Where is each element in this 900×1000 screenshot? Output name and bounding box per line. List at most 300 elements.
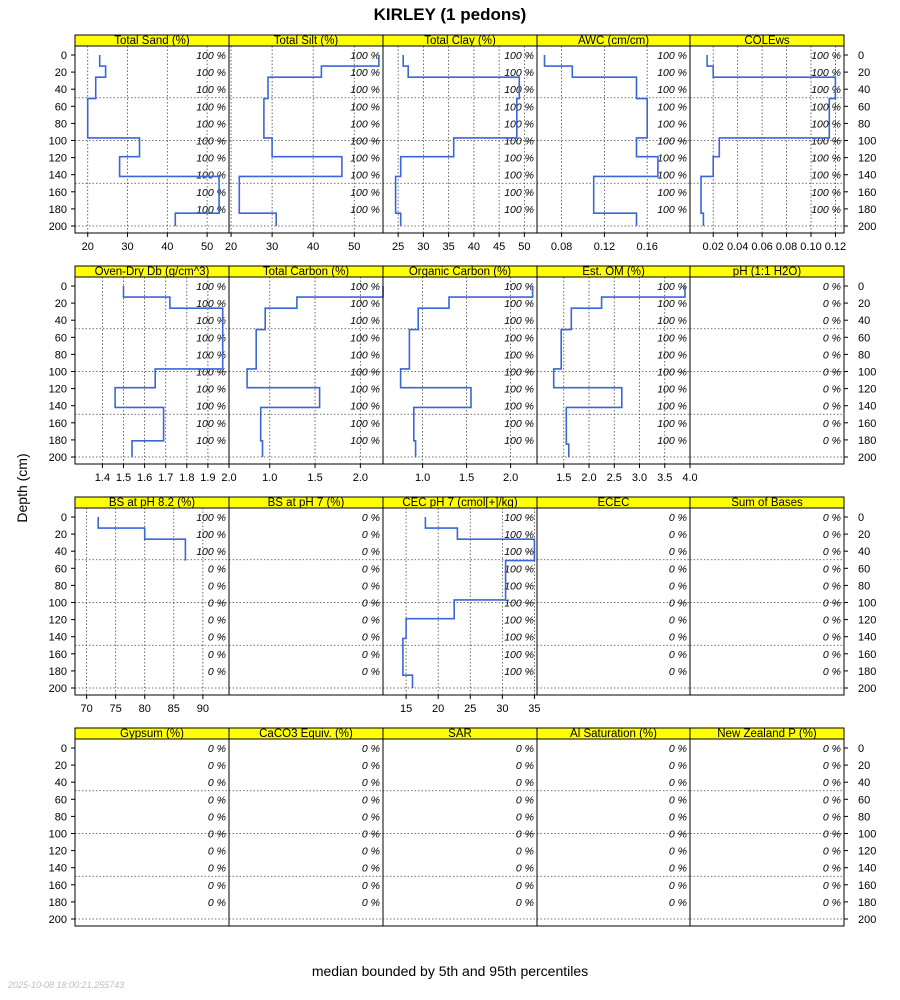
y-tick-label-right: 180 xyxy=(858,665,877,678)
y-tick-label-left: 40 xyxy=(54,315,67,328)
percent-label: 100 % xyxy=(504,186,534,199)
x-tick-label: 50 xyxy=(518,241,531,253)
x-tick-label: 30 xyxy=(121,241,134,253)
y-tick-label-right: 80 xyxy=(858,118,871,131)
x-tick-label: 85 xyxy=(167,703,180,715)
x-tick-label: 1.7 xyxy=(158,472,174,484)
x-tick-label: 70 xyxy=(80,703,93,715)
percent-label: 0 % xyxy=(515,760,534,773)
x-tick-label: 45 xyxy=(493,241,506,253)
percent-label: 100 % xyxy=(657,366,687,379)
percent-label: 100 % xyxy=(196,67,226,80)
percent-label: 0 % xyxy=(822,434,841,447)
y-tick-label-right: 160 xyxy=(858,879,877,892)
x-tick-label: 2.0 xyxy=(502,472,519,484)
percent-label: 100 % xyxy=(504,67,534,80)
x-tick-label: 80 xyxy=(138,703,151,715)
percent-label: 0 % xyxy=(822,896,841,909)
y-tick-label-right: 20 xyxy=(858,760,871,773)
percent-label: 0 % xyxy=(207,648,226,661)
percent-label: 100 % xyxy=(504,400,534,413)
percent-label: 0 % xyxy=(361,631,380,644)
y-tick-label-right: 80 xyxy=(858,349,871,362)
y-tick-label-right: 180 xyxy=(858,434,877,447)
y-tick-label-right: 40 xyxy=(858,84,871,97)
percent-label: 0 % xyxy=(361,845,380,858)
y-tick-label-left: 120 xyxy=(48,383,67,396)
y-tick-label-right: 100 xyxy=(858,366,877,379)
percent-label: 100 % xyxy=(811,203,841,216)
x-tick-label: 30 xyxy=(496,703,509,715)
percent-label: 100 % xyxy=(350,281,380,293)
percent-label: 100 % xyxy=(504,315,534,328)
percent-label: 0 % xyxy=(668,828,687,841)
percent-label: 0 % xyxy=(515,777,534,790)
percent-label: 0 % xyxy=(822,777,841,790)
percent-label: 100 % xyxy=(350,118,380,131)
percent-label: 0 % xyxy=(822,631,841,644)
x-tick-label: 0.10 xyxy=(800,241,822,253)
y-tick-label-left: 160 xyxy=(48,648,67,661)
y-tick-label-right: 40 xyxy=(858,546,871,559)
percent-label: 0 % xyxy=(668,648,687,661)
x-tick-label: 35 xyxy=(528,703,541,715)
percent-label: 0 % xyxy=(361,580,380,593)
percent-label: 100 % xyxy=(350,135,380,148)
x-tick-label: 20 xyxy=(81,241,94,253)
y-tick-label-right: 120 xyxy=(858,383,877,396)
percent-label: 100 % xyxy=(196,349,226,362)
percent-label: 0 % xyxy=(668,845,687,858)
percent-label: 100 % xyxy=(350,50,380,62)
percent-label: 100 % xyxy=(350,383,380,396)
percent-label: 100 % xyxy=(350,67,380,80)
percent-label: 100 % xyxy=(196,118,226,131)
percent-label: 0 % xyxy=(515,828,534,841)
percent-label: 100 % xyxy=(504,529,534,542)
y-tick-label-left: 200 xyxy=(48,452,67,464)
percent-label: 0 % xyxy=(207,760,226,773)
percent-label: 100 % xyxy=(657,315,687,328)
percent-label: 100 % xyxy=(504,546,534,559)
y-tick-label-right: 100 xyxy=(858,828,877,841)
percent-label: 100 % xyxy=(196,315,226,328)
percent-label: 0 % xyxy=(515,862,534,875)
y-tick-label-right: 60 xyxy=(858,101,871,114)
x-tick-label: 50 xyxy=(348,241,361,253)
y-tick-label-left: 20 xyxy=(54,760,67,773)
percent-label: 0 % xyxy=(822,828,841,841)
percent-label: 0 % xyxy=(822,400,841,413)
percent-label: 0 % xyxy=(668,546,687,559)
x-tick-label: 30 xyxy=(265,241,279,253)
y-tick-label-left: 140 xyxy=(48,862,67,875)
y-tick-label-left: 100 xyxy=(48,366,67,379)
percent-label: 0 % xyxy=(207,631,226,644)
y-tick-label-right: 200 xyxy=(858,914,877,926)
percent-label: 0 % xyxy=(361,760,380,773)
percent-label: 100 % xyxy=(811,169,841,182)
percent-label: 0 % xyxy=(668,614,687,627)
percent-label: 100 % xyxy=(504,298,534,311)
percent-label: 0 % xyxy=(822,315,841,328)
percent-label: 0 % xyxy=(361,597,380,610)
percent-label: 100 % xyxy=(196,84,226,97)
y-tick-label-left: 40 xyxy=(54,84,67,97)
percent-label: 100 % xyxy=(657,169,687,182)
y-tick-label-left: 100 xyxy=(48,135,67,148)
panel-title: CEC pH 7 (cmol[+]/kg) xyxy=(402,497,518,509)
y-tick-label-left: 0 xyxy=(60,50,67,62)
percent-label: 100 % xyxy=(504,101,534,114)
percent-label: 100 % xyxy=(196,50,226,62)
x-tick-label: 0.16 xyxy=(636,241,658,253)
x-tick-label: 40 xyxy=(307,241,320,253)
y-tick-label-left: 20 xyxy=(54,529,67,542)
panel-frame xyxy=(690,508,844,695)
x-tick-label: 3.5 xyxy=(657,472,673,484)
y-tick-label-left: 200 xyxy=(48,914,67,926)
percent-label: 0 % xyxy=(822,298,841,311)
panel-title: Total Silt (%) xyxy=(273,35,339,47)
percent-label: 0 % xyxy=(207,580,226,593)
panel-title: Al Saturation (%) xyxy=(570,728,657,740)
x-tick-label: 1.5 xyxy=(307,472,323,484)
panel-frame xyxy=(690,277,844,464)
percent-label: 0 % xyxy=(822,529,841,542)
percent-label: 0 % xyxy=(515,794,534,807)
percent-label: 100 % xyxy=(350,434,380,447)
y-tick-label-left: 140 xyxy=(48,169,67,182)
y-tick-label-left: 40 xyxy=(54,546,67,559)
percent-label: 100 % xyxy=(504,417,534,430)
y-tick-label-left: 60 xyxy=(54,794,67,807)
percent-label: 100 % xyxy=(504,597,534,610)
percent-label: 100 % xyxy=(504,631,534,644)
percent-label: 100 % xyxy=(504,614,534,627)
percent-label: 100 % xyxy=(811,135,841,148)
percent-label: 100 % xyxy=(811,84,841,97)
y-tick-label-right: 140 xyxy=(858,862,877,875)
y-tick-label-right: 0 xyxy=(858,281,865,293)
y-tick-label-left: 40 xyxy=(54,777,67,790)
percent-label: 0 % xyxy=(207,896,226,909)
panel-title: Organic Carbon (%) xyxy=(408,266,512,278)
percent-label: 0 % xyxy=(207,743,226,755)
y-tick-label-left: 180 xyxy=(48,665,67,678)
y-tick-label-left: 120 xyxy=(48,152,67,165)
percent-label: 100 % xyxy=(657,84,687,97)
percent-label: 100 % xyxy=(196,529,226,542)
percent-label: 0 % xyxy=(822,879,841,892)
percent-label: 0 % xyxy=(668,631,687,644)
percent-label: 100 % xyxy=(811,118,841,131)
percent-label: 0 % xyxy=(822,512,841,524)
x-tick-label: 0.04 xyxy=(726,241,749,253)
percent-label: 100 % xyxy=(504,366,534,379)
percent-label: 100 % xyxy=(196,298,226,311)
percent-label: 100 % xyxy=(504,383,534,396)
percent-label: 0 % xyxy=(668,760,687,773)
percent-label: 100 % xyxy=(196,417,226,430)
percent-label: 100 % xyxy=(504,580,534,593)
percent-label: 100 % xyxy=(196,135,226,148)
percent-label: 0 % xyxy=(822,417,841,430)
x-tick-label: 2.0 xyxy=(581,472,597,484)
percent-label: 100 % xyxy=(196,512,226,524)
percent-label: 0 % xyxy=(207,614,226,627)
percent-label: 100 % xyxy=(811,67,841,80)
percent-label: 100 % xyxy=(504,50,534,62)
y-tick-label-left: 0 xyxy=(60,512,67,524)
percent-label: 100 % xyxy=(196,546,226,559)
percent-label: 0 % xyxy=(361,862,380,875)
y-tick-label-left: 80 xyxy=(54,811,67,824)
y-tick-label-left: 100 xyxy=(48,597,67,610)
percent-label: 0 % xyxy=(361,648,380,661)
percent-label: 0 % xyxy=(361,896,380,909)
panel-title: Gypsum (%) xyxy=(120,728,184,740)
percent-label: 0 % xyxy=(515,811,534,824)
percent-label: 100 % xyxy=(504,434,534,447)
y-axis-label: Depth (cm) xyxy=(14,453,30,523)
chart-title: KIRLEY (1 pedons) xyxy=(373,5,527,24)
percent-label: 0 % xyxy=(207,862,226,875)
y-tick-label-left: 20 xyxy=(54,67,67,80)
percent-label: 0 % xyxy=(361,665,380,678)
percent-label: 100 % xyxy=(657,434,687,447)
percent-label: 100 % xyxy=(196,332,226,345)
percent-label: 0 % xyxy=(822,597,841,610)
percent-label: 0 % xyxy=(822,580,841,593)
percent-label: 0 % xyxy=(361,879,380,892)
x-tick-label: 4.0 xyxy=(682,472,698,484)
x-tick-label: 0.12 xyxy=(593,241,616,253)
percent-label: 100 % xyxy=(504,665,534,678)
y-tick-label-right: 0 xyxy=(858,50,865,62)
y-tick-label-left: 0 xyxy=(60,281,67,293)
percent-label: 0 % xyxy=(822,383,841,396)
x-tick-label: 1.5 xyxy=(458,472,475,484)
y-tick-label-right: 180 xyxy=(858,896,877,909)
x-tick-label: 50 xyxy=(200,241,214,253)
percent-label: 100 % xyxy=(504,169,534,182)
x-tick-label: 40 xyxy=(467,241,481,253)
x-tick-label: 40 xyxy=(161,241,174,253)
y-tick-label-left: 60 xyxy=(54,563,67,576)
y-tick-label-right: 0 xyxy=(858,512,865,524)
y-tick-label-right: 40 xyxy=(858,315,871,328)
percent-label: 0 % xyxy=(207,563,226,576)
y-tick-label-right: 20 xyxy=(858,298,871,311)
percent-label: 100 % xyxy=(196,281,226,293)
percent-label: 100 % xyxy=(196,152,226,165)
y-tick-label-left: 60 xyxy=(54,101,67,114)
x-tick-label: 2.0 xyxy=(352,472,369,484)
percent-label: 0 % xyxy=(361,794,380,807)
x-tick-label: 1.8 xyxy=(179,472,195,484)
percent-label: 0 % xyxy=(822,794,841,807)
x-tick-label: 0.06 xyxy=(751,241,773,253)
panel-title: Oven-Dry Db (g/cm^3) xyxy=(94,266,210,278)
y-tick-label-left: 140 xyxy=(48,631,67,644)
percent-label: 0 % xyxy=(361,828,380,841)
percent-label: 100 % xyxy=(657,67,687,80)
percent-label: 100 % xyxy=(657,186,687,199)
percent-label: 100 % xyxy=(350,152,380,165)
y-tick-label-left: 80 xyxy=(54,349,67,362)
panel-title: BS at pH 8.2 (%) xyxy=(108,497,196,509)
percent-label: 100 % xyxy=(504,84,534,97)
y-tick-label-left: 160 xyxy=(48,186,67,199)
percent-label: 100 % xyxy=(350,169,380,182)
y-tick-label-right: 20 xyxy=(858,67,871,80)
panel-frame xyxy=(537,739,690,926)
x-tick-label: 0.08 xyxy=(550,241,573,253)
percent-label: 100 % xyxy=(504,512,534,524)
panel-title: Total Carbon (%) xyxy=(262,266,350,278)
percent-label: 0 % xyxy=(207,828,226,841)
percent-label: 0 % xyxy=(207,879,226,892)
percent-label: 0 % xyxy=(515,845,534,858)
y-tick-label-right: 60 xyxy=(858,563,871,576)
percent-label: 0 % xyxy=(668,811,687,824)
percent-label: 0 % xyxy=(668,896,687,909)
percent-label: 100 % xyxy=(657,298,687,311)
y-tick-label-right: 200 xyxy=(858,452,877,464)
percent-label: 100 % xyxy=(504,563,534,576)
percent-label: 0 % xyxy=(361,563,380,576)
y-tick-label-left: 80 xyxy=(54,118,67,131)
x-tick-label: 1.5 xyxy=(556,472,572,484)
y-tick-label-left: 20 xyxy=(54,298,67,311)
percent-label: 100 % xyxy=(350,84,380,97)
panel-title: Total Sand (%) xyxy=(114,35,190,47)
percent-label: 100 % xyxy=(350,186,380,199)
percent-label: 100 % xyxy=(657,50,687,62)
panel-title: Est. OM (%) xyxy=(582,266,645,278)
y-tick-label-right: 100 xyxy=(858,597,877,610)
y-tick-label-left: 200 xyxy=(48,221,67,233)
percent-label: 0 % xyxy=(822,743,841,755)
y-tick-label-left: 0 xyxy=(60,743,67,755)
percent-label: 0 % xyxy=(361,614,380,627)
y-tick-label-right: 120 xyxy=(858,152,877,165)
percent-label: 100 % xyxy=(657,135,687,148)
y-tick-label-left: 160 xyxy=(48,417,67,430)
y-tick-label-left: 80 xyxy=(54,580,67,593)
y-tick-label-left: 200 xyxy=(48,683,67,695)
percent-label: 100 % xyxy=(196,169,226,182)
panel-title: pH (1:1 H2O) xyxy=(732,266,802,278)
percent-label: 0 % xyxy=(361,529,380,542)
percent-label: 0 % xyxy=(822,281,841,293)
percent-label: 100 % xyxy=(350,417,380,430)
x-tick-label: 0.08 xyxy=(775,241,798,253)
percent-label: 0 % xyxy=(822,349,841,362)
timestamp: 2025-10-08 18:00:21.255743 xyxy=(8,980,125,990)
y-tick-label-right: 120 xyxy=(858,845,877,858)
x-tick-label: 0.12 xyxy=(824,241,847,253)
y-tick-label-right: 180 xyxy=(858,203,877,216)
panel-frame xyxy=(229,508,383,695)
percent-label: 0 % xyxy=(822,845,841,858)
percent-label: 100 % xyxy=(811,186,841,199)
percent-label: 0 % xyxy=(822,760,841,773)
y-tick-label-left: 120 xyxy=(48,614,67,627)
percent-label: 0 % xyxy=(668,665,687,678)
panel-title: AWC (cm/cm) xyxy=(577,35,650,47)
x-tick-label: 0.02 xyxy=(702,241,724,253)
percent-label: 0 % xyxy=(515,743,534,755)
percent-label: 0 % xyxy=(822,811,841,824)
percent-label: 100 % xyxy=(657,118,687,131)
percent-label: 100 % xyxy=(657,417,687,430)
x-tick-label: 1.0 xyxy=(414,472,431,484)
percent-label: 100 % xyxy=(504,203,534,216)
percent-label: 100 % xyxy=(504,152,534,165)
percent-label: 100 % xyxy=(504,281,534,293)
percent-label: 0 % xyxy=(822,563,841,576)
percent-label: 100 % xyxy=(350,332,380,345)
percent-label: 0 % xyxy=(361,512,380,524)
percent-label: 0 % xyxy=(822,862,841,875)
percent-label: 100 % xyxy=(504,332,534,345)
y-tick-label-right: 80 xyxy=(858,811,871,824)
percent-label: 0 % xyxy=(822,366,841,379)
y-tick-label-right: 60 xyxy=(858,794,871,807)
percent-label: 0 % xyxy=(207,777,226,790)
percent-label: 100 % xyxy=(350,203,380,216)
panel-title: SAR xyxy=(448,728,472,740)
x-tick-label: 15 xyxy=(399,703,413,715)
y-tick-label-left: 180 xyxy=(48,434,67,447)
y-tick-label-left: 100 xyxy=(48,828,67,841)
percent-label: 100 % xyxy=(657,281,687,293)
percent-label: 100 % xyxy=(811,152,841,165)
percent-label: 100 % xyxy=(657,400,687,413)
y-tick-label-right: 80 xyxy=(858,580,871,593)
profile-line xyxy=(98,517,185,561)
percent-label: 100 % xyxy=(504,135,534,148)
panel-frame xyxy=(229,739,383,926)
percent-label: 0 % xyxy=(668,879,687,892)
panel-title: ECEC xyxy=(597,497,630,509)
percent-label: 100 % xyxy=(350,366,380,379)
y-tick-label-right: 160 xyxy=(858,186,877,199)
y-tick-label-right: 160 xyxy=(858,417,877,430)
panel-frame xyxy=(537,508,690,695)
x-tick-label: 35 xyxy=(442,241,455,253)
percent-label: 100 % xyxy=(350,349,380,362)
percent-label: 100 % xyxy=(657,332,687,345)
percent-label: 100 % xyxy=(196,383,226,396)
chart-footer: median bounded by 5th and 95th percentiles xyxy=(311,963,589,979)
y-tick-label-right: 140 xyxy=(858,169,877,182)
percent-label: 100 % xyxy=(657,383,687,396)
percent-label: 0 % xyxy=(207,665,226,678)
percent-label: 100 % xyxy=(196,434,226,447)
panel-title: BS at pH 7 (%) xyxy=(267,497,345,509)
y-tick-label-right: 20 xyxy=(858,529,871,542)
percent-label: 0 % xyxy=(361,811,380,824)
panel-title: COLEws xyxy=(744,35,790,47)
y-tick-label-right: 60 xyxy=(858,332,871,345)
panel-title: New Zealand P (%) xyxy=(717,728,817,740)
percent-label: 0 % xyxy=(668,777,687,790)
percent-label: 0 % xyxy=(207,794,226,807)
y-tick-label-left: 180 xyxy=(48,896,67,909)
